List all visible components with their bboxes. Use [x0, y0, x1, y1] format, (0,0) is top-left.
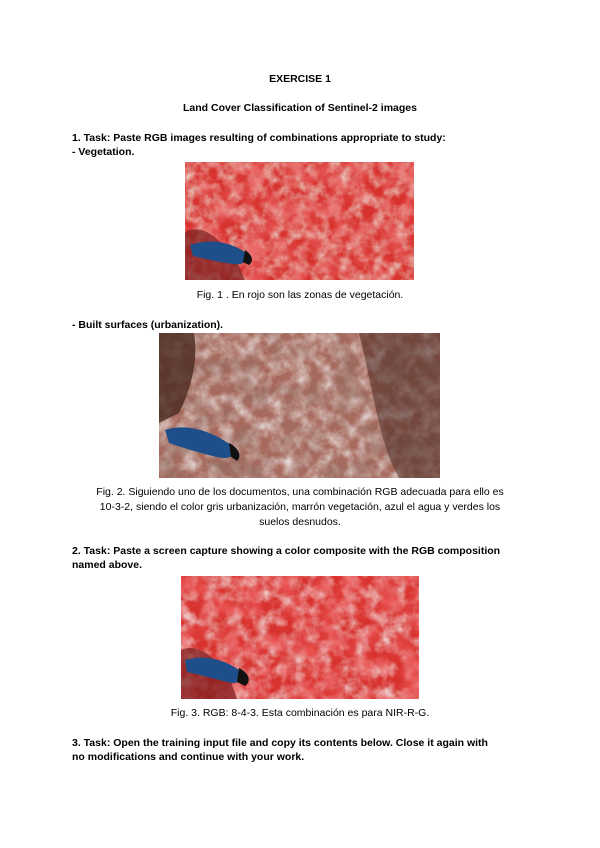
fig1-satellite-image	[185, 162, 414, 280]
task1-item-built: - Built surfaces (urbanization).	[72, 319, 224, 331]
task2-heading	[72, 544, 532, 572]
fig2-satellite-image	[159, 333, 440, 478]
fig2-caption	[72, 485, 528, 530]
document-title: EXERCISE 1	[269, 73, 331, 85]
task3-heading-line: 3. Task: Open the training input file and copy its contents below. Close it again with	[72, 737, 488, 749]
fig2-caption-line: suelos desnudos.	[259, 516, 341, 528]
task2-heading-line: named above.	[72, 559, 143, 571]
task2-heading-line: 2. Task: Paste a screen capture showing a color composite with the RGB composition	[72, 545, 501, 557]
fig2-caption-line: 10-3-2, siendo el color gris urbanización, marrón vegetación, azul el agua y verdes los	[99, 501, 501, 513]
fig2-caption-line: Fig. 2. Siguiendo uno de los documentos, una combinación RGB adecuada para ello es	[96, 486, 504, 498]
document-subtitle: Land Cover Classification of Sentinel-2 images	[183, 102, 417, 114]
fig3-satellite-image	[181, 576, 419, 699]
fig1-caption: Fig. 1 . En rojo son las zonas de vegetación.	[196, 289, 404, 301]
task3-heading-line: no modifications and continue with your work.	[72, 751, 305, 763]
fig3-caption: Fig. 3. RGB: 8-4-3. Esta combinación es para NIR-R-G.	[170, 707, 430, 719]
task3-heading	[72, 736, 532, 764]
task1-item-vegetation: - Vegetation.	[72, 146, 135, 158]
task1-heading: 1. Task: Paste RGB images resulting of combinations appropriate to study:	[72, 132, 446, 144]
